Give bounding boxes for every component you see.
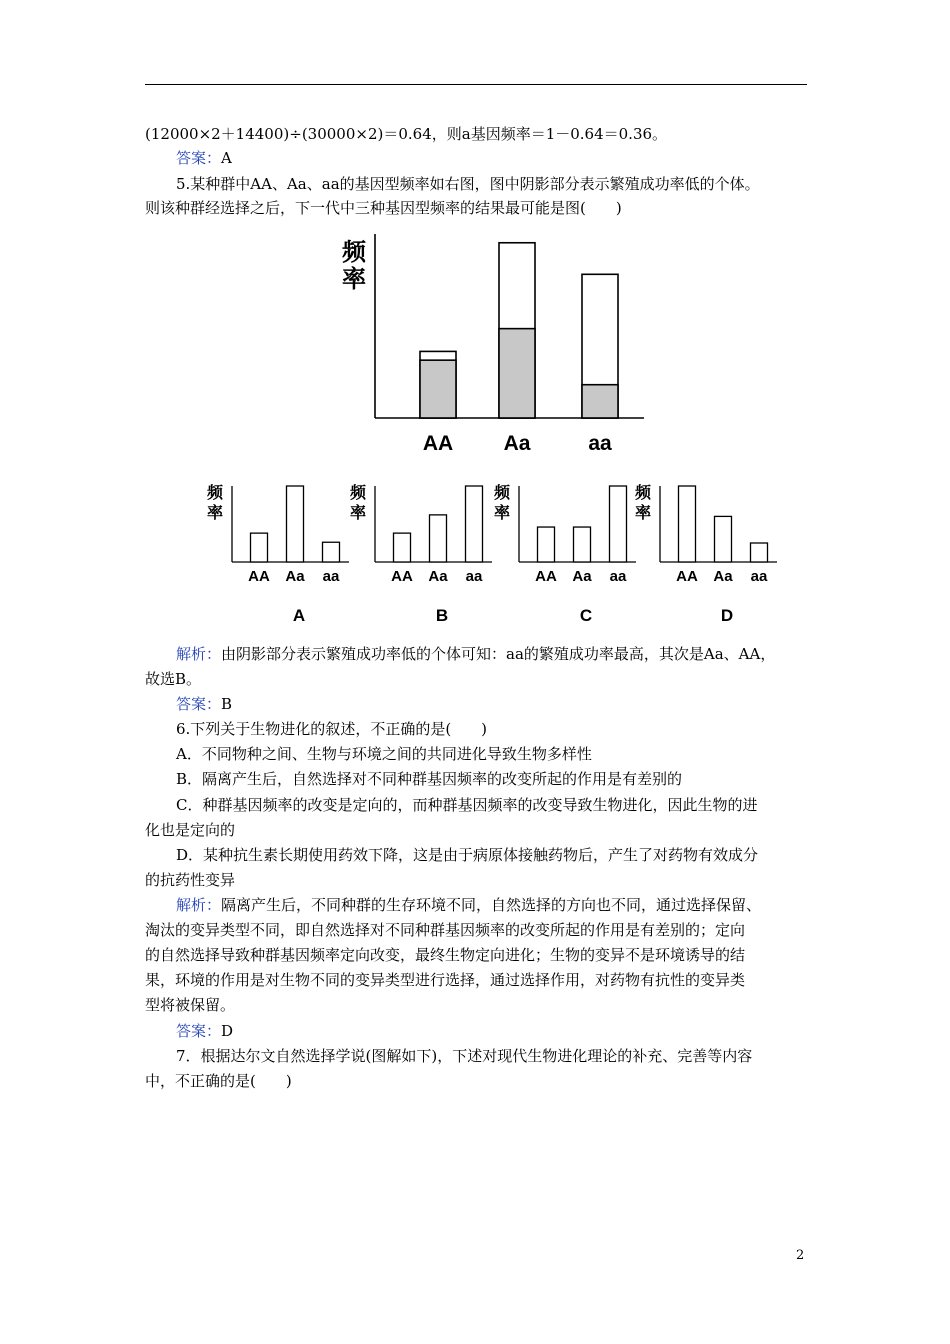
tick-label-aa: aa	[609, 568, 627, 585]
tick-label-AA: AA	[248, 568, 270, 585]
panel-label-D: D	[720, 606, 734, 625]
explanation-6-line-4: 果，环境的作用是对生物不同的变异类型进行选择，通过选择作用，对药物有抗性的变异类	[145, 971, 746, 989]
option-6-d-line-2: 的抗药性变异	[145, 871, 236, 889]
bar-aa	[751, 543, 768, 562]
y-axis-label: 频	[634, 485, 652, 502]
option-6-c-line-1: C．种群基因频率的改变是定向的，而种群基因频率的改变导致生物进化，因此生物的进	[176, 796, 758, 814]
option-6-b: B．隔离产生后，自然选择对不同种群基因频率的改变所起的作用是有差别的	[176, 770, 683, 788]
tick-label-aa: aa	[750, 568, 768, 585]
tick-label-AA: AA	[391, 568, 413, 585]
bar-aa	[323, 542, 340, 562]
question-5-line-1: 5.某种群中AA、Aa、aa的基因型频率如右图，图中阴影部分表示繁殖成功率低的个体。	[176, 175, 760, 193]
tick-label-AA: AA	[422, 432, 454, 455]
panel-label-C: C	[579, 606, 593, 625]
bar-Aa	[574, 527, 591, 562]
bar-AA	[394, 533, 411, 562]
tick-label-Aa: Aa	[503, 432, 531, 455]
option-6-c-line-2: 化也是定向的	[145, 821, 236, 839]
tick-label-Aa: Aa	[285, 568, 305, 585]
answer-label: 答案：	[176, 149, 222, 167]
question-6: 6.下列关于生物进化的叙述，不正确的是( )	[176, 720, 488, 738]
option-6-d-line-1: D．某种抗生素长期使用药效下降，这是由于病原体接触药物后，产生了对药物有效成分	[176, 846, 759, 864]
explanation-6-line-3: 的自然选择导致种群基因频率定向改变，最终生物定向进化；生物的变异不是环境诱导的结	[145, 946, 746, 964]
panel-label-B: B	[435, 606, 449, 625]
answer-5	[176, 694, 807, 714]
bar-AA	[679, 486, 696, 562]
panel-label-A: A	[292, 606, 306, 625]
y-axis-label: 率	[342, 266, 366, 293]
explanation-label: 解析：	[176, 896, 222, 914]
question-7-line-1: 7．根据达尔文自然选择学说(图解如下)，下述对现代生物进化理论的补充、完善等内容	[176, 1047, 753, 1065]
y-axis-label: 频	[493, 485, 511, 502]
calc-line: (12000×2＋14400)÷(30000×2)＝0.64，则a基因频率＝1－0.64＝0.36。	[145, 125, 668, 143]
y-axis-label: 率	[493, 505, 511, 522]
explanation-text: 由阴影部分表示繁殖成功率低的个体可知：aa的繁殖成功率最高，其次是Aa、AA，	[221, 645, 776, 663]
option-6-a: A．不同物种之间、生物与环境之间的共同进化导致生物多样性	[176, 745, 592, 763]
y-axis-label: 率	[206, 505, 224, 522]
bar-aa	[610, 486, 627, 562]
explanation-5-line-1	[176, 644, 807, 664]
explanation-label: 解析：	[176, 645, 222, 663]
tick-label-Aa: Aa	[572, 568, 592, 585]
tick-label-aa: aa	[465, 568, 483, 585]
explanation-6-line-2: 淘汰的变异类型不同，即自然选择对不同种群基因频率的改变所起的作用是有差别的；定向	[145, 921, 746, 939]
answer-value: D	[221, 1022, 234, 1040]
answer-label: 答案：	[176, 1022, 222, 1040]
shaded-bar-AA	[420, 360, 456, 418]
y-axis-label: 频	[206, 485, 224, 502]
explanation-6-line-1	[176, 895, 807, 915]
tick-label-aa: aa	[588, 432, 612, 455]
answer-6	[176, 1021, 807, 1041]
shaded-bar-Aa	[499, 329, 535, 418]
answer-4	[176, 148, 807, 168]
tick-label-AA: AA	[676, 568, 698, 585]
bar-AA	[538, 527, 555, 562]
y-axis-label: 频	[342, 239, 366, 266]
header-rule	[145, 84, 807, 85]
y-axis-label: 率	[634, 505, 652, 522]
page-number: 2	[796, 1248, 805, 1263]
explanation-6-line-5: 型将被保留。	[145, 996, 236, 1014]
main-chart	[0, 230, 950, 460]
bar-Aa	[715, 516, 732, 562]
tick-label-aa: aa	[322, 568, 340, 585]
answer-label: 答案：	[176, 695, 222, 713]
tick-label-Aa: Aa	[713, 568, 733, 585]
y-axis-label: 率	[349, 505, 367, 522]
option-charts	[0, 478, 950, 628]
answer-value: A	[221, 149, 232, 167]
bar-Aa	[430, 515, 447, 562]
tick-label-Aa: Aa	[428, 568, 448, 585]
bar-AA	[251, 533, 268, 562]
bar-aa	[466, 486, 483, 562]
question-5-line-2: 则该种群经选择之后，下一代中三种基因型频率的结果最可能是图( )	[145, 199, 622, 217]
explanation-5-line-2: 故选B。	[145, 670, 202, 688]
answer-value: B	[221, 695, 233, 713]
tick-label-AA: AA	[535, 568, 557, 585]
shaded-bar-aa	[582, 385, 618, 418]
question-7-line-2: 中，不正确的是( )	[145, 1072, 292, 1090]
y-axis-label: 频	[349, 485, 367, 502]
bar-Aa	[287, 486, 304, 562]
explanation-text: 隔离产生后，不同种群的生存环境不同，自然选择的方向也不同，通过选择保留、	[221, 896, 762, 914]
